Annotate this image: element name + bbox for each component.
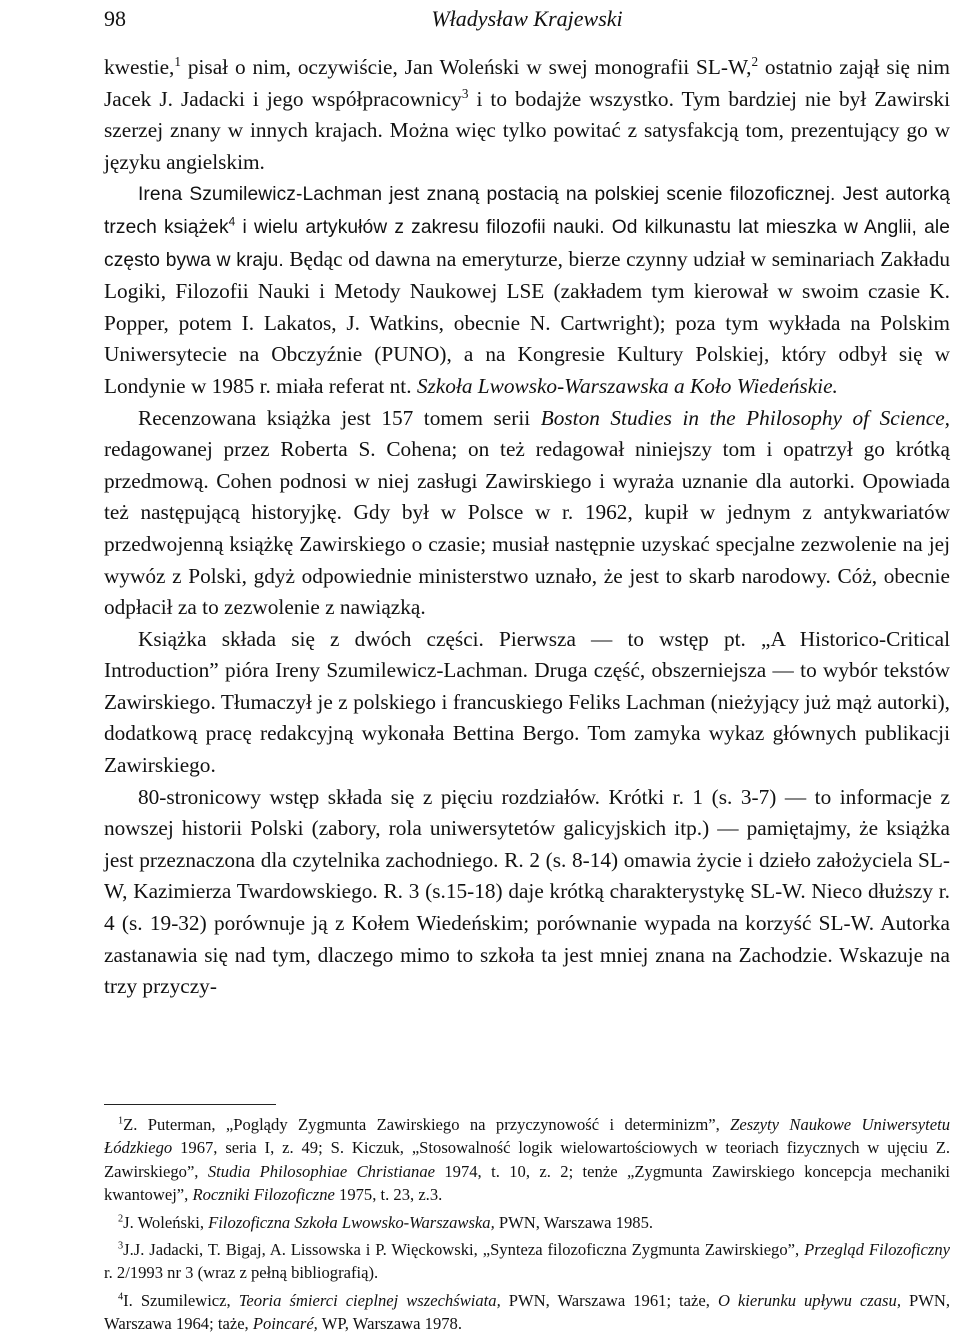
italic-title: O kierunku upływu czasu, xyxy=(717,1290,901,1310)
footnote-text: I. Szumilewicz, xyxy=(123,1290,239,1310)
footnote-text: PWN, Warszawa 1964; taże, xyxy=(104,1290,951,1334)
footnote-ref-1[interactable]: 1 xyxy=(174,53,181,69)
footnote-text: J. Woleński, xyxy=(123,1212,209,1232)
running-head: Władysław Krajewski xyxy=(431,6,623,31)
paragraph-3 xyxy=(104,403,950,624)
footnote-ref-4[interactable]: 4 xyxy=(228,214,236,229)
paragraph-text: Irena Szumilewicz-Lachman jest znaną postacią na polskiej scenie filozoficznej. Jest autorką trzech książek xyxy=(104,184,950,238)
footnote-mark: 3 xyxy=(118,1240,124,1252)
footnote-separator xyxy=(104,1104,276,1105)
italic-title: Szkoła Lwowsko-Warszawska a Koło Wiedeńskie. xyxy=(416,373,838,398)
footnote-4 xyxy=(104,1289,950,1336)
footnote-2 xyxy=(104,1211,950,1234)
footnote-ref-3[interactable]: 3 xyxy=(461,85,469,101)
footnote-text: J.J. Jadacki, T. Bigaj, A. Lissowska i P. Więckowski, „Synteza filozoficzna Zygmunta Zawirskiego”, xyxy=(123,1240,805,1260)
paragraph-text: Recenzowana książka jest 157 tomem serii xyxy=(138,405,541,430)
italic-title: Studia Philosophiae Christianae xyxy=(207,1161,435,1181)
italic-title: Roczniki Filozoficzne xyxy=(192,1185,335,1205)
footnote-text: PWN, Warszawa 1985. xyxy=(494,1212,654,1232)
footnote-mark: 2 xyxy=(118,1213,124,1225)
paragraph-text: 80-stronicowy wstęp składa się z pięciu rozdziałów. Krótki r. 1 (s. 3-7) — to informacje z nowszej historii Polski (zabory, rola uniwersytetów galicyjskich itp.) — pamiętajmy, że książka jest przeznaczona dla czytelnika zachodniego. R. 2 (s. 8-14) omawia życie i dzieło założyciela SL-W, Kazimierza Twardowskiego. R. 3 (s.15-18) daje krótką charakterystykę SL-W. Nieco dłuższy r. 4 (s. 19-32) porównuje ją z Kołem Wiedeńskim; porównanie wypada na korzyść SL-W. Autorka zastanawia się nad tym, dlaczego mimo to szkoła ta jest mniej znana na Zachodzie. Wskazuje na trzy przyczy- xyxy=(104,784,950,999)
italic-title: Teoria śmierci cieplnej wszechświata, xyxy=(238,1290,501,1310)
italic-title: Zeszyty Naukowe Uniwersytetu Łódzkiego xyxy=(104,1115,950,1158)
footnote-text: 1975, t. 23, z.3. xyxy=(334,1185,443,1205)
footnotes xyxy=(104,1113,950,1340)
paragraph-text: i wielu artykułów z zakresu filozofii nauki. Od kilkunastu lat mieszka w Anglii, ale często bywa w kraju. xyxy=(104,216,950,271)
italic-series-title: Boston Studies in the Philosophy of Science, xyxy=(540,405,950,430)
italic-title: Poincaré, xyxy=(252,1314,318,1334)
footnote-3 xyxy=(104,1238,950,1285)
paragraph-text: Książka składa się z dwóch części. Pierwsza — to wstęp pt. „A Historico-Critical Introduction” pióra Ireny Szumilewicz-Lachman. Druga część, obszerniejsza — to wybór tekstów Zawirskiego. Tłumaczył je z polskiego i francuskiego Feliks Lachman (nieżyjący już mąż autorki), dodatkową pracę redakcyjną wykonała Bettina Bergo. Tom zamyka wykaz głównych publikacji Zawirskiego. xyxy=(104,626,950,778)
footnote-text: WP, Warszawa 1978. xyxy=(317,1314,462,1334)
paragraph-text: pisał o nim, oczywiście, Jan Woleński w swej monografii SL-W, xyxy=(180,55,752,79)
footnote-text: 1967, seria I, z. 49; S. Kiczuk, „Stosowalność logik wielowartościowych w teoriach fizycznych w ujęciu Z. Zawirskiego”, xyxy=(104,1138,950,1181)
footnote-mark: 1 xyxy=(118,1115,124,1127)
footnote-ref-2[interactable]: 2 xyxy=(751,53,759,69)
footnote-text: r. 2/1993 nr 3 (wraz z pełną bibliografią). xyxy=(104,1263,379,1283)
paragraph-text: Będąc od dawna na emeryturze, bierze czynny udział w seminariach Zakładu Logiki, Filozofii Nauki i Metody Naukowej LSE (zakładem tym kierował w swoim czasie K. Popper, potem I. Lakatos, J. Watkins, obecnie N. Cartwright); poza tym wykłada na Polskim Uniwersytecie na Obczyźnie (PUNO), a na Kongresie Kultury Polskiej, który odbył się w Londynie w 1985 r. miała referat nt. xyxy=(104,246,950,398)
page-header xyxy=(104,4,950,38)
paragraph-2 xyxy=(104,178,950,402)
body-text xyxy=(104,52,950,1003)
paragraph-1 xyxy=(104,52,950,178)
paragraph-text: i to bodajże wszystko. Tym bardziej nie był Zawirski szerzej znany w innych krajach. Można więc tylko powitać z satysfakcją tom, prezentujący go w języku angielskim. xyxy=(104,86,950,174)
italic-title: Przegląd Filozoficzny xyxy=(804,1240,950,1260)
paragraph-5 xyxy=(104,782,950,1003)
footnote-mark: 4 xyxy=(118,1291,124,1303)
footnote-text: PWN, Warszawa 1961; taże, xyxy=(500,1290,718,1310)
footnote-text: 1974, t. 10, z. 2; tenże „Zygmunta Zawirskiego koncepcja mechaniki kwantowej”, xyxy=(104,1161,950,1205)
footnote-1 xyxy=(104,1113,950,1207)
italic-title: Filozoficzna Szkoła Lwowsko-Warszawska, xyxy=(208,1212,495,1232)
footnote-text: Z. Puterman, „Poglądy Zygmunta Zawirskiego na przyczynowość i determinizm”, xyxy=(123,1115,731,1134)
paragraph-text: ostatnio zajął się nim Jacek J. Jadacki i jego współpracownicy xyxy=(104,55,950,111)
paragraph-text: redagowanej przez Roberta S. Cohena; on też redagował niniejszy tom i opatrzył go krótką przedmową. Cohen podnosi w niej zasługi Zawirskiego i wyraża uznanie dla autorki. Opowiada też następującą historyjkę. Gdy był w Polsce w r. 1962, kupił w jednym z antykwariatów przedwojenną książkę Zawirskiego o czasie; musiał następnie uzyskać specjalne zezwolenie na jej wywóz z Polski, gdyż odpowiednie ministerstwo uznało, że jest to skarb narodowy. Cóż, obecnie odpłacił za to zezwolenie z nawiązką. xyxy=(104,437,950,620)
page-number: 98 xyxy=(104,6,126,31)
paragraph-text: kwestie, xyxy=(104,55,175,79)
paragraph-4 xyxy=(104,624,950,782)
